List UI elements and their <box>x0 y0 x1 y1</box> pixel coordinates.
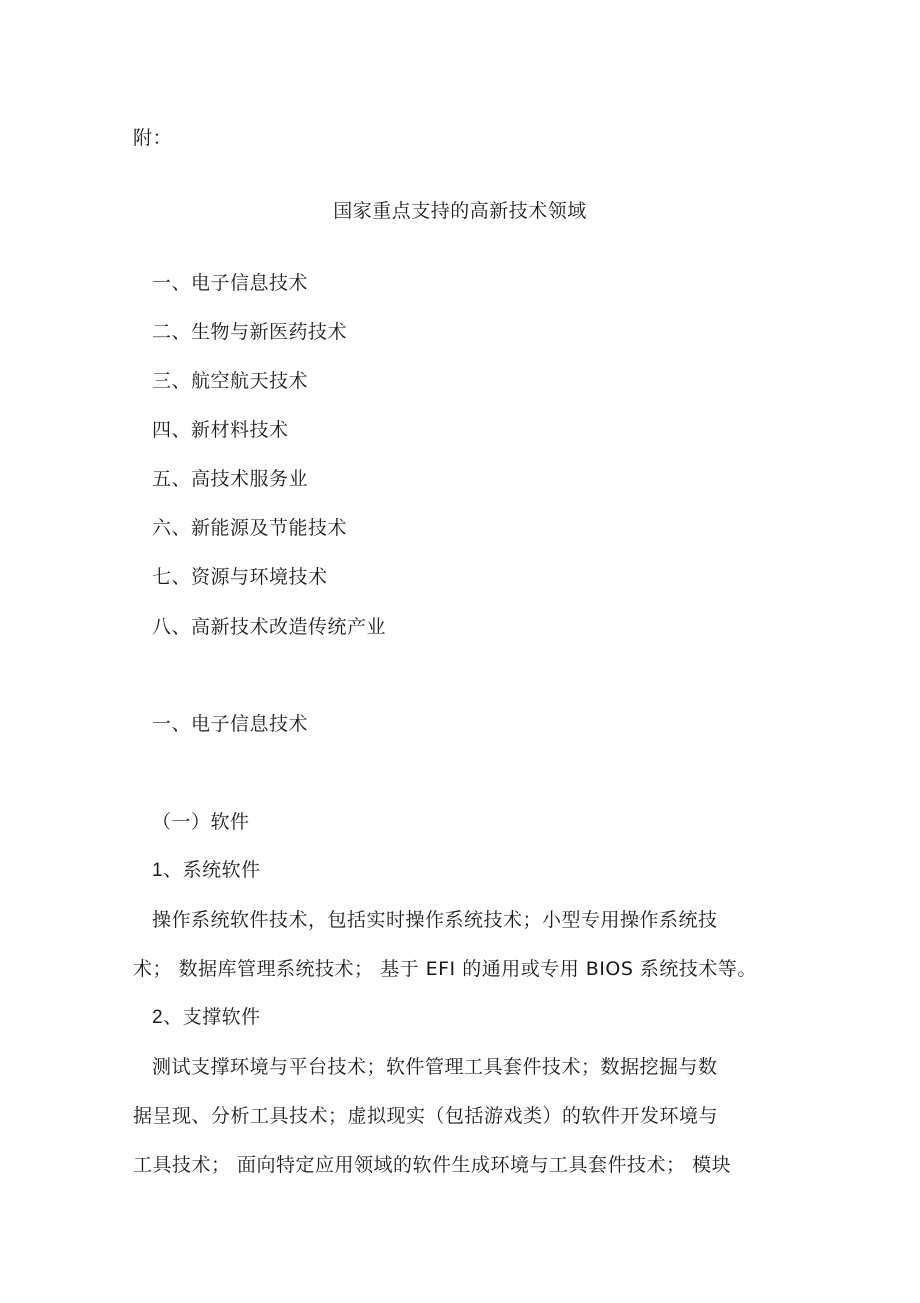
toc-item: 七、资源与环境技术 <box>152 566 328 588</box>
document-title: 国家重点支持的高新技术领域 <box>333 200 587 222</box>
paragraph-line: 操作系统软件技术，包括实时操作系统技术；小型专用操作系统技 <box>152 909 718 931</box>
section-heading: 一、电子信息技术 <box>152 713 309 735</box>
toc-item: 六、新能源及节能技术 <box>152 517 348 539</box>
toc-item: 八、高新技术改造传统产业 <box>152 616 387 638</box>
toc-item: 四、新材料技术 <box>152 419 289 441</box>
paragraph-line: 术； 数据库管理系统技术； 基于 EFI 的通用或专用 BIOS 系统技术等。 <box>133 958 757 980</box>
item-heading: 2、支撑软件 <box>152 1007 261 1028</box>
paragraph-line: 据呈现、分析工具技术；虚拟现实（包括游戏类）的软件开发环境与 <box>133 1105 719 1127</box>
paragraph-line: 测试支撑环境与平台技术；软件管理工具套件技术；数据挖掘与数 <box>152 1056 718 1078</box>
subsection-heading: （一）软件 <box>152 811 250 833</box>
attachment-label: 附： <box>133 127 173 149</box>
toc-item: 二、生物与新医药技术 <box>152 321 348 343</box>
toc-item: 一、电子信息技术 <box>152 272 309 294</box>
item-heading: 1、系统软件 <box>152 860 261 881</box>
paragraph-line: 工具技术； 面向特定应用领域的软件生成环境与工具套件技术； 模块 <box>133 1154 732 1176</box>
toc-item: 五、高技术服务业 <box>152 468 309 490</box>
toc-item: 三、航空航天技术 <box>152 370 309 392</box>
